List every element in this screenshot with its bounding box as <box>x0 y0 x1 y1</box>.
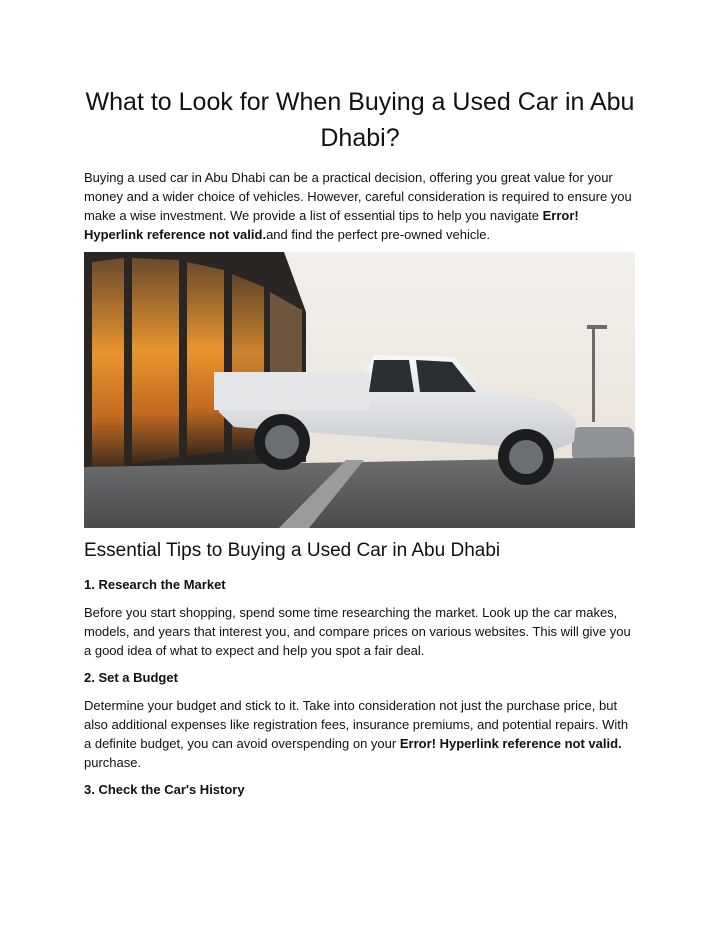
error-hyperlink[interactable]: Error! Hyperlink reference not valid. <box>399 736 622 751</box>
error-hyperlink[interactable]: Error! Hyperlink reference not valid. <box>84 208 579 242</box>
tip-2-text-end: purchase. <box>84 755 142 770</box>
white-pickup-truck-photo <box>84 252 635 528</box>
tip-2-paragraph <box>84 696 636 772</box>
tip-2-text: Determine your budget and stick to it. Take into consideration not just the purchase price, but also additional expenses like registration fees, insurance premiums, and potential repairs. With a definite budget, you can avoid overspending on your <box>84 698 629 751</box>
intro-text: Buying a used car in Abu Dhabi can be a practical decision, offering you great value for your money and a wider choice of vehicles. However, careful consideration is required to ensure you make a wise investment. We provide a list of essential tips to help you navigate <box>84 170 632 223</box>
article-title: What to Look for When Buying a Used Car in Abu Dhabi? <box>85 88 635 152</box>
intro-text-end: and find the perfect pre-owned vehicle. <box>266 227 491 242</box>
tip-1-heading: 1. Research the Market <box>84 577 226 592</box>
intro-paragraph <box>84 168 636 244</box>
tip-1-paragraph: Before you start shopping, spend some time researching the market. Look up the car makes, models, and years that interest you, and compare prices on various websites. This will give you a good idea of what to expect and help you spot a fair deal. <box>84 605 631 658</box>
tip-3-heading: 3. Check the Car's History <box>84 782 245 797</box>
section-heading: Essential Tips to Buying a Used Car in Abu Dhabi <box>84 540 501 561</box>
tip-2-heading: 2. Set a Budget <box>84 670 178 685</box>
